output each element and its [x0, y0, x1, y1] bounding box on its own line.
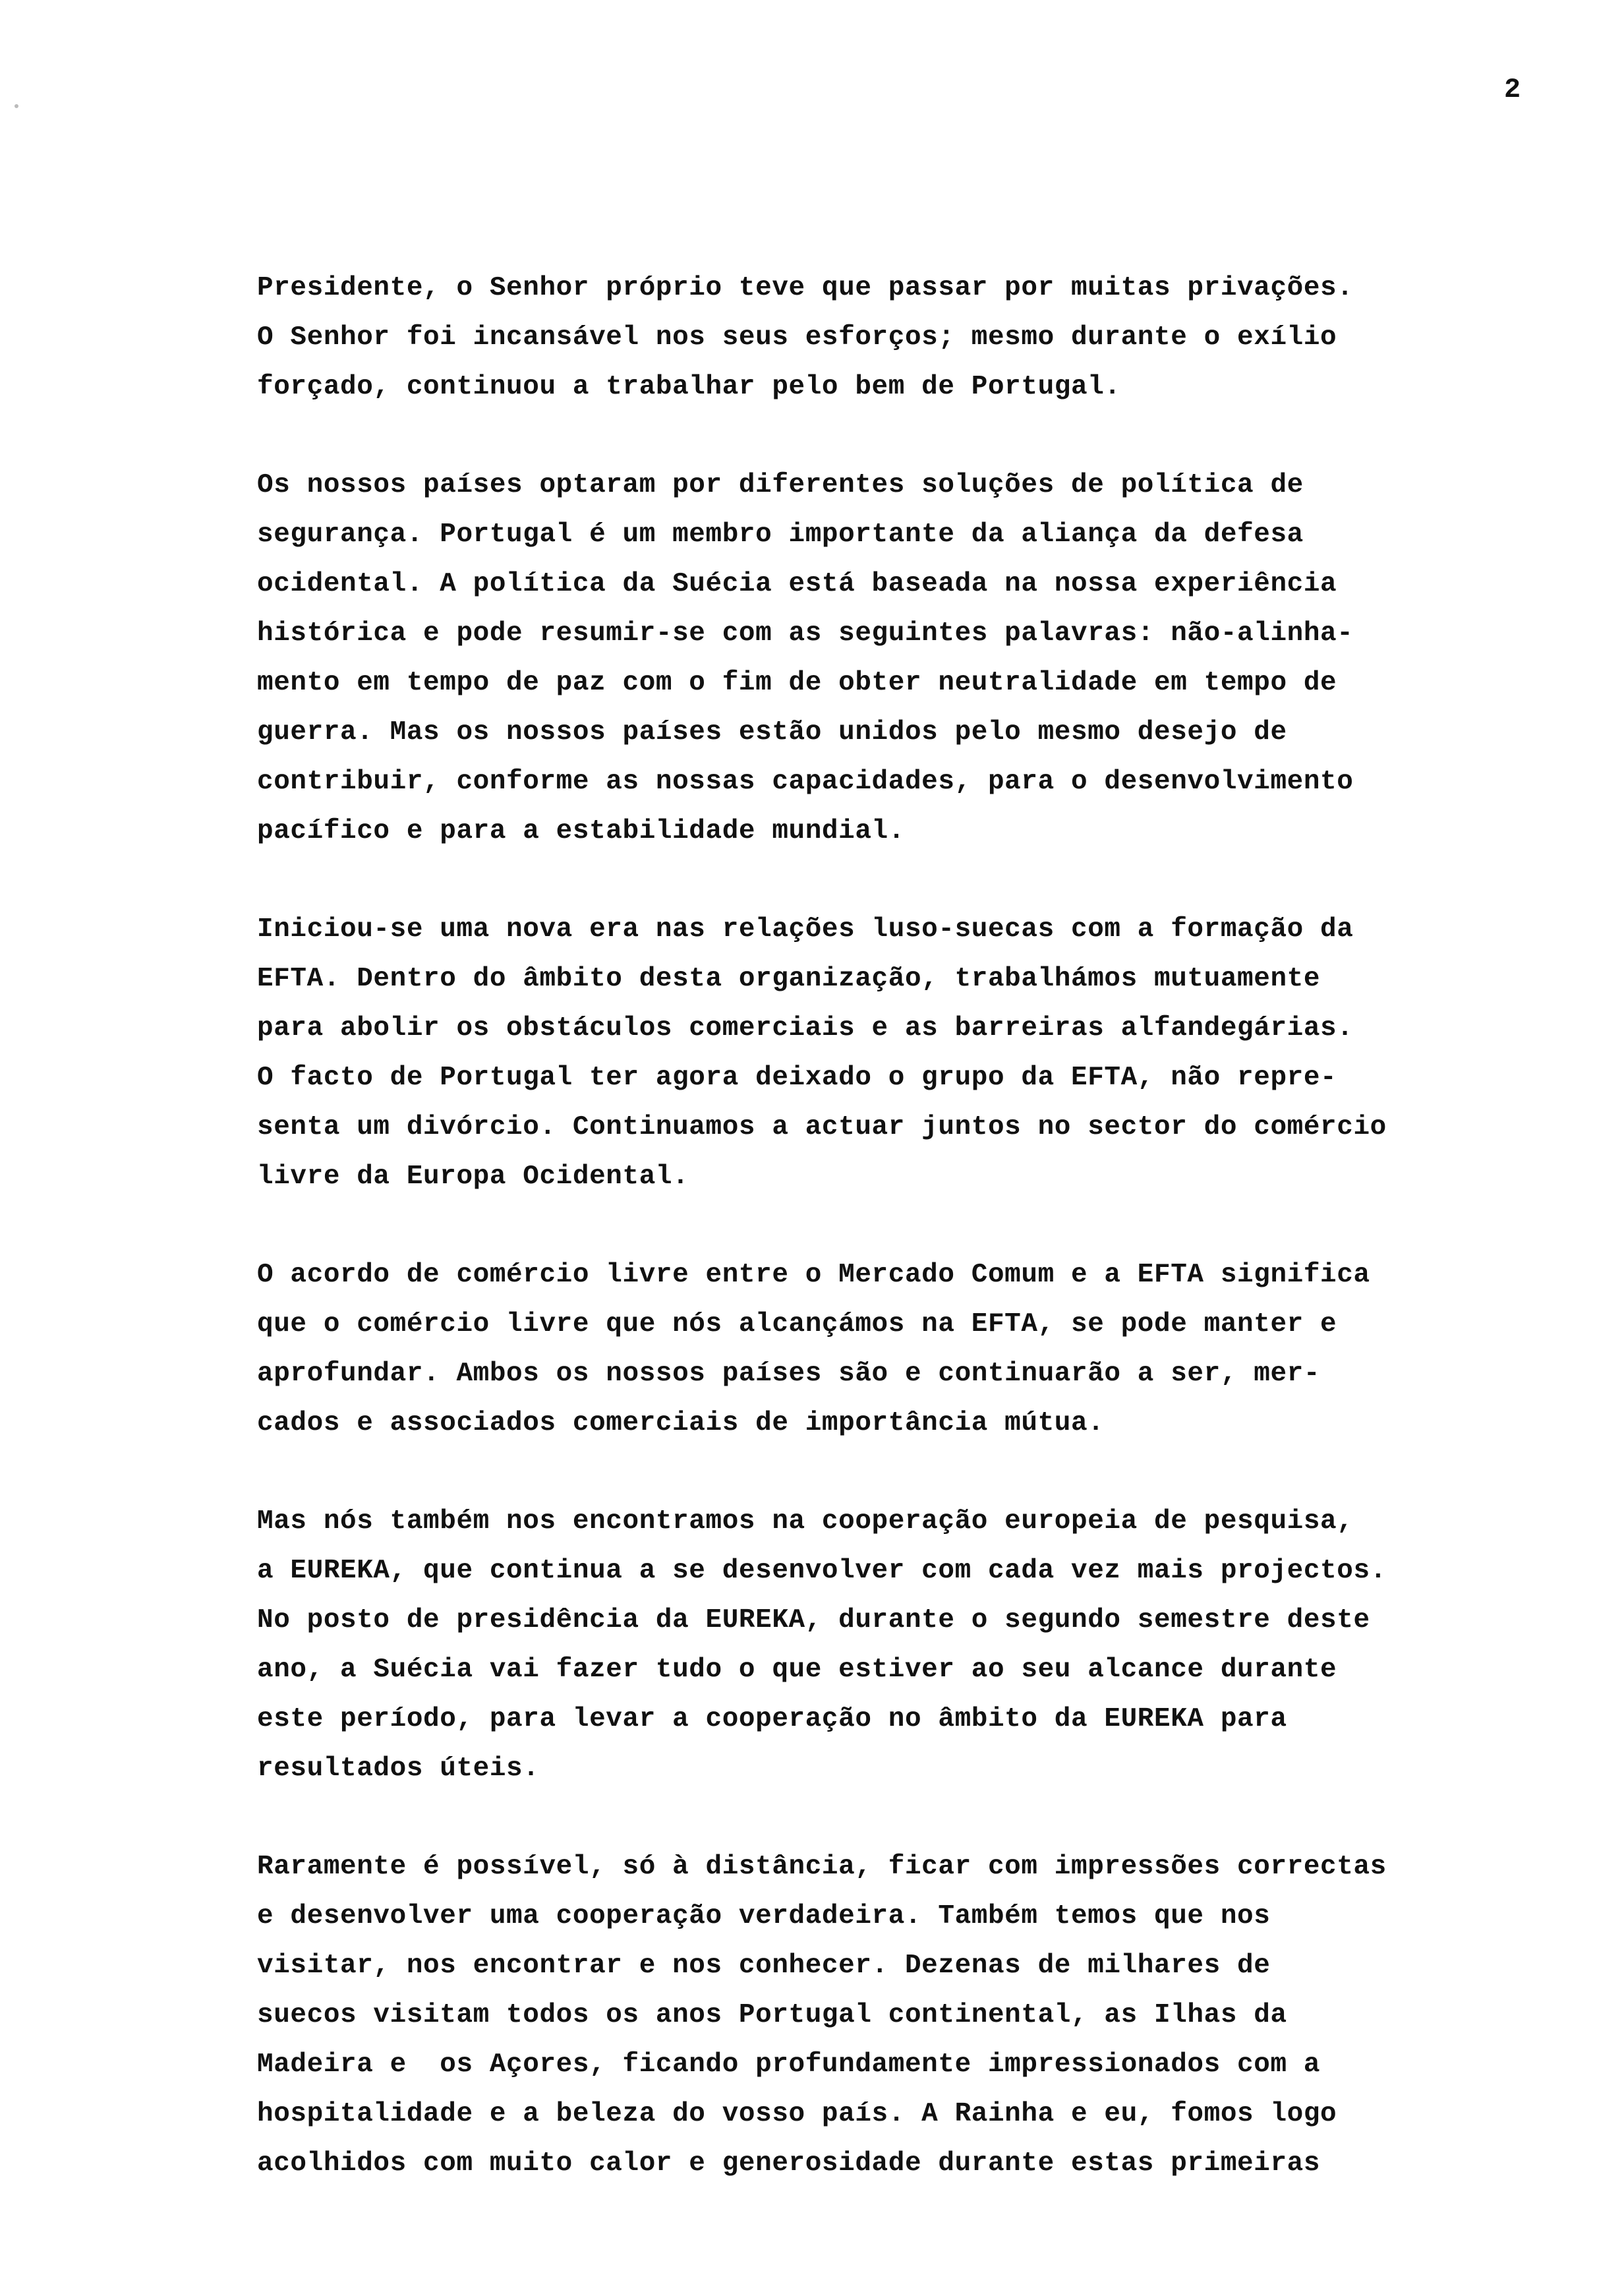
text-line: aprofundar. Ambos os nossos países são e continuarão a ser, mer- [257, 1359, 1321, 1389]
text-line: mento em tempo de paz com o fim de obter neutralidade em tempo de [257, 668, 1337, 698]
page-number: 2 [1504, 74, 1521, 105]
text-line: senta um divórcio. Continuamos a actuar juntos no sector do comércio [257, 1112, 1387, 1142]
text-line: para abolir os obstáculos comerciais e as barreiras alfandegárias. [257, 1013, 1354, 1044]
text-line: No posto de presidência da EUREKA, durante o segundo semestre deste [257, 1605, 1370, 1635]
text-line: Madeira e os Açores, ficando profundamente impressionados com a [257, 2049, 1321, 2080]
text-line: hospitalidade e a beleza do vosso país. A Rainha e eu, fomos logo [257, 2099, 1337, 2129]
text-line: Mas nós também nos encontramos na cooperação europeia de pesquisa, [257, 1506, 1354, 1537]
text-line: O Senhor foi incansável nos seus esforços; mesmo durante o exílio [257, 322, 1337, 353]
text-line: Iniciou-se uma nova era nas relações luso-suecas com a formação da [257, 914, 1354, 945]
paragraph-privations [257, 264, 1615, 412]
text-line: este período, para levar a cooperação no âmbito da EUREKA para [257, 1704, 1287, 1734]
paragraph-efta [257, 905, 1615, 1202]
paragraph-security-policy [257, 461, 1615, 856]
paragraph-eureka [257, 1497, 1615, 1794]
text-line: guerra. Mas os nossos países estão unidos pelo mesmo desejo de [257, 717, 1287, 748]
text-line: EFTA. Dentro do âmbito desta organização, trabalhámos mutuamente [257, 964, 1321, 994]
text-line: visitar, nos encontrar e nos conhecer. Dezenas de milhares de [257, 1951, 1271, 1981]
paragraph-free-trade [257, 1250, 1615, 1448]
text-line: forçado, continuou a trabalhar pelo bem de Portugal. [257, 372, 1121, 402]
scan-speck [14, 104, 18, 108]
text-line: ano, a Suécia vai fazer tudo o que estiver ao seu alcance durante [257, 1655, 1337, 1685]
text-line: Raramente é possível, só à distância, ficar com impressões correctas [257, 1852, 1387, 1882]
text-line: resultados úteis. [257, 1753, 540, 1784]
text-line: segurança. Portugal é um membro importante da aliança da defesa [257, 519, 1304, 550]
document-body [257, 264, 1615, 2237]
text-line: O facto de Portugal ter agora deixado o grupo da EFTA, não repre- [257, 1063, 1337, 1093]
text-line: acolhidos com muito calor e generosidade durante estas primeiras [257, 2148, 1321, 2179]
text-line: cados e associados comerciais de importância mútua. [257, 1408, 1105, 1438]
text-line: O acordo de comércio livre entre o Mercado Comum e a EFTA significa [257, 1260, 1370, 1290]
text-line: a EUREKA, que continua a se desenvolver com cada vez mais projectos. [257, 1556, 1387, 1586]
text-line: suecos visitam todos os anos Portugal continental, as Ilhas da [257, 2000, 1287, 2030]
text-line: ocidental. A política da Suécia está baseada na nossa experiência [257, 569, 1337, 599]
paragraph-visits [257, 1842, 1615, 2189]
text-line: contribuir, conforme as nossas capacidades, para o desenvolvimento [257, 767, 1354, 797]
text-line: e desenvolver uma cooperação verdadeira. Também temos que nos [257, 1901, 1271, 1931]
text-line: Presidente, o Senhor próprio teve que passar por muitas privações. [257, 273, 1354, 303]
text-line: que o comércio livre que nós alcançámos na EFTA, se pode manter e [257, 1309, 1337, 1339]
text-line: Os nossos países optaram por diferentes soluções de política de [257, 470, 1304, 500]
text-line: pacífico e para a estabilidade mundial. [257, 816, 905, 846]
text-line: histórica e pode resumir-se com as seguintes palavras: não-alinha- [257, 618, 1354, 649]
text-line: livre da Europa Ocidental. [257, 1162, 689, 1192]
